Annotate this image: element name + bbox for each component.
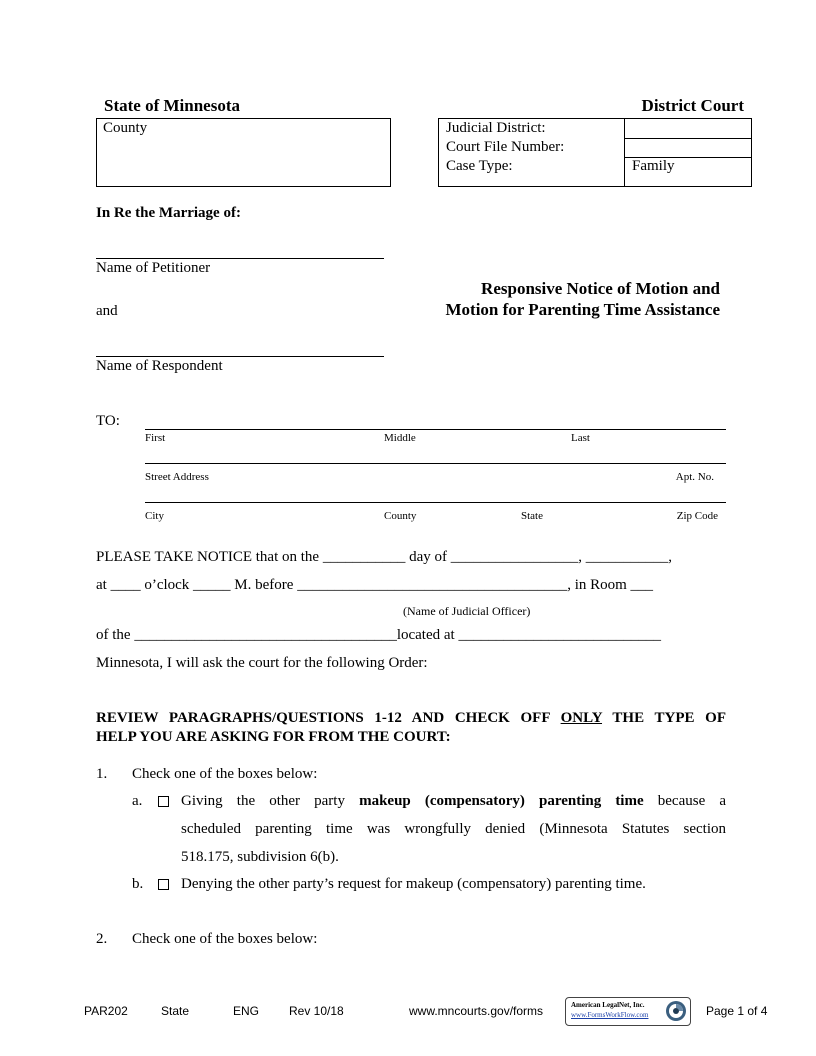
instructions-line2: HELP YOU ARE ASKING FOR FROM THE COURT:: [96, 729, 451, 745]
notice-line2[interactable]: at ____ o’clock _____ M. before ____________________________________, in Room ___: [96, 577, 654, 593]
workflow-logo-icon: [665, 1000, 687, 1022]
case-box-divider: [624, 119, 625, 186]
q1a-post: because a: [657, 793, 727, 809]
q1a-letter: a.: [132, 793, 143, 809]
forms-workflow-badge[interactable]: [565, 997, 691, 1026]
form-title-line2: Motion for Parenting Time Assistance: [445, 300, 720, 319]
first-label: First: [145, 432, 166, 444]
street-label: Street Address: [145, 471, 209, 483]
q1a-bold: makeup (compensatory) parenting time: [359, 793, 644, 809]
q1a-line2: scheduled parenting time was wrongfully denied (Minnesota Statutes section: [181, 821, 726, 837]
q1-number: 1.: [96, 766, 108, 782]
instructions-line1: [96, 710, 726, 727]
court-title: District Court: [641, 96, 744, 115]
county-sub-label: County: [384, 510, 417, 522]
judicial-officer-note: (Name of Judicial Officer): [403, 604, 531, 618]
petitioner-name-field[interactable]: [96, 258, 384, 259]
judicial-district-field[interactable]: [624, 138, 751, 139]
state-label: State: [521, 510, 543, 522]
q1a-line1: [181, 793, 726, 810]
footer-form-id: PAR202: [84, 1004, 128, 1018]
court-file-number-label: Court File Number:: [446, 139, 565, 155]
notice-line4: Minnesota, I will ask the court for the following Order:: [96, 655, 428, 671]
middle-label: Middle: [384, 432, 416, 444]
case-info-box: [438, 118, 752, 187]
respondent-name-field[interactable]: [96, 356, 384, 357]
name-field[interactable]: [145, 429, 726, 430]
petitioner-label: Name of Petitioner: [96, 260, 211, 276]
case-type-label: Case Type:: [446, 158, 513, 174]
q1a-pre: Giving the other party: [181, 793, 345, 809]
case-type-value: Family: [632, 158, 675, 174]
q2-number: 2.: [96, 931, 108, 947]
county-label: County: [103, 120, 148, 136]
to-label: TO:: [96, 413, 120, 429]
street-address-field[interactable]: [145, 463, 726, 464]
q1b-letter: b.: [132, 876, 144, 892]
footer-url[interactable]: www.mncourts.gov/forms: [409, 1004, 544, 1018]
respondent-label: Name of Respondent: [96, 358, 223, 374]
county-box[interactable]: [96, 118, 391, 187]
q1b-text: Denying the other party’s request for makeup (compensatory) parenting time.: [181, 876, 646, 892]
and-label: and: [96, 303, 118, 319]
judicial-district-label: Judicial District:: [446, 120, 546, 136]
badge-line1: American LegalNet, Inc.: [571, 1001, 645, 1009]
q1a-checkbox[interactable]: [158, 795, 169, 812]
in-re-label: In Re the Marriage of:: [96, 205, 241, 221]
footer-state: State: [161, 1004, 190, 1018]
q2-text: Check one of the boxes below:: [132, 931, 318, 947]
form-title-line1: Responsive Notice of Motion and: [481, 279, 720, 298]
footer-page: Page 1 of 4: [706, 1004, 768, 1018]
notice-line3[interactable]: of the ___________________________________located at ___________________________: [96, 627, 661, 643]
instructions-part1: REVIEW PARAGRAPHS/QUESTIONS 1-12 AND CHECK OFF: [96, 710, 550, 726]
city-label: City: [145, 510, 164, 522]
zip-label: Zip Code: [676, 510, 718, 522]
court-file-number-field[interactable]: [624, 157, 751, 158]
footer-lang: ENG: [233, 1004, 260, 1018]
state-title: State of Minnesota: [104, 96, 240, 115]
notice-line1[interactable]: PLEASE TAKE NOTICE that on the ___________ day of _________________, ___________,: [96, 549, 672, 565]
instructions-only: ONLY: [560, 710, 603, 726]
instructions-part2: THE TYPE OF: [612, 710, 726, 726]
footer-rev: Rev 10/18: [289, 1004, 344, 1018]
q1b-checkbox[interactable]: [158, 878, 169, 895]
q1-text: Check one of the boxes below:: [132, 766, 318, 782]
apt-label: Apt. No.: [675, 471, 714, 483]
q1a-line3: 518.175, subdivision 6(b).: [181, 849, 339, 865]
last-label: Last: [571, 432, 590, 444]
city-state-zip-field[interactable]: [145, 502, 726, 503]
badge-line2: www.FormsWorkFlow.com: [571, 1011, 649, 1019]
